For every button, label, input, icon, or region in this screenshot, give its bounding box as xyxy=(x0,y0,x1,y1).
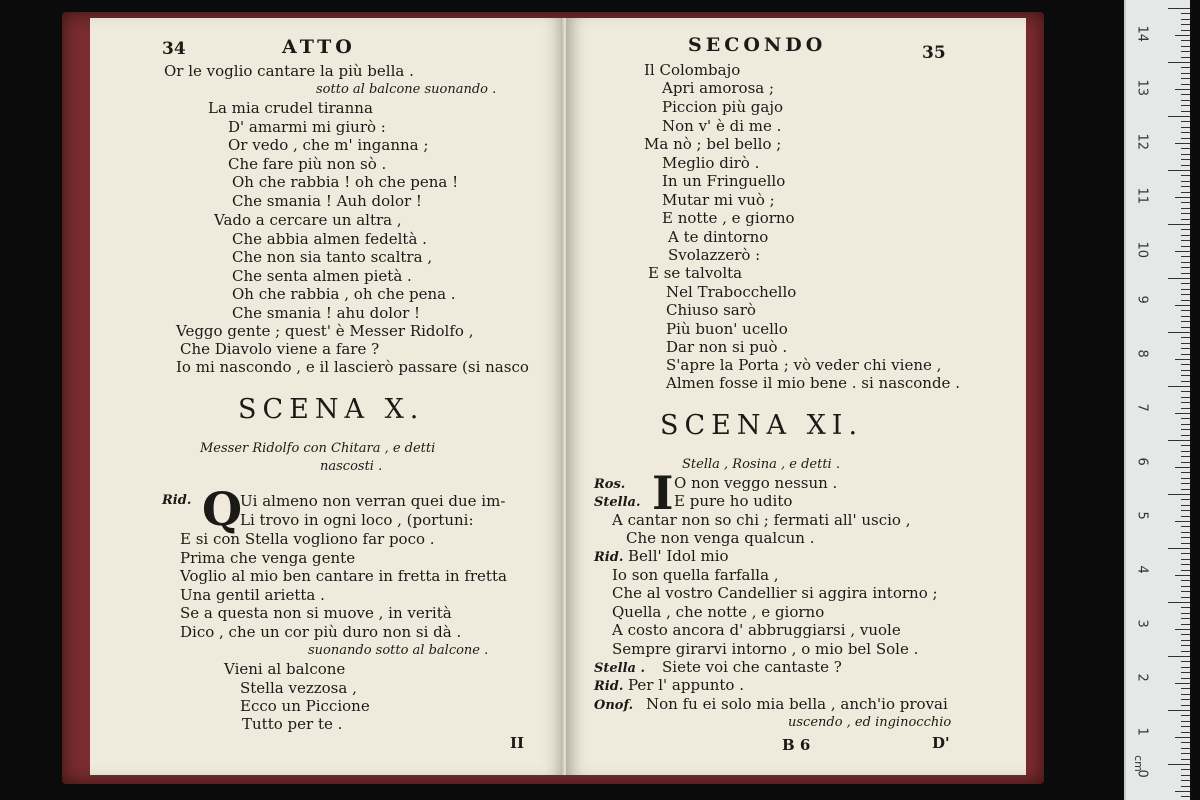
ruler-tick xyxy=(1181,435,1190,436)
dialogue-line: Bell' Idol mio xyxy=(628,547,729,565)
ruler-tick xyxy=(1181,186,1190,187)
dialogue-line: Io son quella farfalla , xyxy=(612,566,779,584)
ruler-tick xyxy=(1181,202,1190,203)
ruler-tick xyxy=(1181,537,1190,538)
ruler-tick xyxy=(1181,667,1190,668)
verse-line: Svolazzerò : xyxy=(668,246,761,264)
verse-line: Che abbia almen fedeltà . xyxy=(232,230,427,248)
ruler-tick xyxy=(1181,229,1190,230)
dialogue-line: Che al vostro Candellier si aggira intorno ; xyxy=(612,584,938,602)
verse-line: Vieni al balcone xyxy=(224,660,346,678)
speaker-label: Rid. xyxy=(594,550,624,565)
ruler-tick xyxy=(1181,121,1190,122)
ruler-label: 5 xyxy=(1134,511,1150,520)
ruler-tick xyxy=(1181,381,1190,382)
verse-line: Prima che venga gente xyxy=(180,549,356,567)
ruler-tick xyxy=(1181,424,1190,425)
dialogue-line: Che non venga qualcun . xyxy=(626,529,815,547)
ruler-tick xyxy=(1168,332,1190,333)
verse-line: Se a questa non si muove , in verità xyxy=(180,604,452,622)
left-page xyxy=(90,18,565,775)
ruler-tick xyxy=(1181,132,1190,133)
ruler-tick xyxy=(1181,559,1190,560)
ruler-tick xyxy=(1168,764,1190,765)
dialogue-line: Siete voi che cantaste ? xyxy=(662,658,842,676)
ruler-tick xyxy=(1181,57,1190,58)
ruler-tick xyxy=(1175,89,1190,90)
ruler-tick xyxy=(1181,13,1190,14)
ruler-tick xyxy=(1168,494,1190,495)
ruler-tick xyxy=(1181,532,1190,533)
ruler-label: 6 xyxy=(1134,457,1150,466)
ruler-tick xyxy=(1181,580,1190,581)
ruler-tick xyxy=(1181,408,1190,409)
ruler-tick xyxy=(1181,78,1190,79)
ruler-tick xyxy=(1175,737,1190,738)
scene-description: nascosti . xyxy=(320,459,383,474)
ruler-tick xyxy=(1181,283,1190,284)
verse-line: Una gentil arietta . xyxy=(180,586,325,604)
ruler-tick xyxy=(1181,246,1190,247)
ruler-tick xyxy=(1181,94,1190,95)
ruler-tick xyxy=(1181,505,1190,506)
speaker-label: Onof. xyxy=(594,698,634,713)
ruler-tick xyxy=(1181,721,1190,722)
ruler-tick xyxy=(1181,715,1190,716)
drop-cap: I xyxy=(652,466,674,520)
ruler-tick xyxy=(1181,780,1190,781)
ruler-tick xyxy=(1181,354,1190,355)
ruler-tick xyxy=(1181,138,1190,139)
ruler-tick xyxy=(1181,586,1190,587)
ruler-tick xyxy=(1181,624,1190,625)
ruler-tick xyxy=(1175,197,1190,198)
ruler-tick xyxy=(1181,175,1190,176)
verse-line: E si con Stella vogliono far poco . xyxy=(180,530,435,548)
ruler-label: 3 xyxy=(1134,619,1150,628)
speaker-label: Stella . xyxy=(594,661,646,676)
ruler-tick xyxy=(1181,343,1190,344)
verse-line: Mutar mi vuò ; xyxy=(662,191,775,209)
ruler-tick xyxy=(1181,181,1190,182)
verse-line: Il Colombajo xyxy=(644,61,741,79)
ruler-tick xyxy=(1175,143,1190,144)
verse-line: Almen fosse il mio bene . si nasconde . xyxy=(666,374,960,392)
ruler-tick xyxy=(1181,510,1190,511)
verse-line: Oh che rabbia , oh che pena . xyxy=(232,285,456,303)
ruler-label: 0 xyxy=(1134,769,1150,778)
ruler-tick xyxy=(1181,769,1190,770)
ruler-tick xyxy=(1175,629,1190,630)
ruler-label: 9 xyxy=(1134,295,1150,304)
scene-description: Stella , Rosina , e detti . xyxy=(682,457,840,472)
ruler-tick xyxy=(1181,370,1190,371)
verse-line: Io mi nascondo , e il lascierò passare (si nasco xyxy=(176,358,529,376)
ruler-tick xyxy=(1168,710,1190,711)
ruler-tick xyxy=(1181,445,1190,446)
ruler-tick xyxy=(1181,294,1190,295)
ruler-tick xyxy=(1181,67,1190,68)
ruler-tick xyxy=(1181,51,1190,52)
ruler-tick xyxy=(1181,289,1190,290)
dialogue-line: Sempre girarvi intorno , o mio bel Sole . xyxy=(612,640,919,658)
verse-line: Che non sia tanto scaltra , xyxy=(232,248,433,266)
ruler-tick xyxy=(1181,19,1190,20)
ruler-tick xyxy=(1181,105,1190,106)
ruler-tick xyxy=(1181,418,1190,419)
ruler-tick xyxy=(1181,46,1190,47)
ruler-tick xyxy=(1181,316,1190,317)
measuring-ruler xyxy=(1124,0,1190,800)
ruler-tick xyxy=(1181,526,1190,527)
verse-line: A te dintorno xyxy=(668,228,769,246)
ruler-tick xyxy=(1181,543,1190,544)
stage-direction: suonando sotto al balcone . xyxy=(308,643,489,658)
ruler-label: 10 xyxy=(1134,241,1150,259)
ruler-tick xyxy=(1181,597,1190,598)
verse-line: Or le voglio cantare la più bella . xyxy=(164,62,414,80)
ruler-tick xyxy=(1181,148,1190,149)
dialogue-line: A cantar non so chi ; fermati all' uscio , xyxy=(612,511,911,529)
ruler-tick xyxy=(1181,645,1190,646)
ruler-tick xyxy=(1175,791,1190,792)
signature-mark: II xyxy=(510,734,525,752)
ruler-tick xyxy=(1181,267,1190,268)
right-page xyxy=(566,18,1026,775)
running-head: ATTO xyxy=(282,36,356,58)
catchword: D' xyxy=(932,734,950,752)
dialogue-line: E pure ho udito xyxy=(674,492,793,510)
ruler-tick xyxy=(1181,489,1190,490)
dialogue-line: Non fu ei solo mia bella , anch'io provai xyxy=(646,695,948,713)
ruler-tick xyxy=(1181,570,1190,571)
verse-line: Che fare più non sò . xyxy=(228,155,387,173)
ruler-tick xyxy=(1181,73,1190,74)
ruler-label: 7 xyxy=(1134,403,1150,412)
ruler-tick xyxy=(1175,683,1190,684)
ruler-tick xyxy=(1181,235,1190,236)
ruler-tick xyxy=(1181,348,1190,349)
ruler-tick xyxy=(1181,732,1190,733)
ruler-tick xyxy=(1168,116,1190,117)
ruler-tick xyxy=(1168,656,1190,657)
dialogue-line: Quella , che notte , e giorno xyxy=(612,603,825,621)
verse-line: Stella vezzosa , xyxy=(240,679,357,697)
verse-line: Dico , che un cor più duro non si dà . xyxy=(180,623,462,641)
ruler-tick xyxy=(1168,8,1190,9)
scene-title: SCENA X. xyxy=(238,394,425,425)
ruler-tick xyxy=(1181,262,1190,263)
ruler-tick xyxy=(1168,278,1190,279)
ruler-tick xyxy=(1181,478,1190,479)
ruler-tick xyxy=(1168,602,1190,603)
ruler-label: 11 xyxy=(1134,187,1150,205)
ruler-label: 8 xyxy=(1134,349,1150,358)
ruler-tick xyxy=(1181,564,1190,565)
verse-line: D' amarmi mi giurò : xyxy=(228,118,386,136)
ruler-tick xyxy=(1181,192,1190,193)
page-number: 34 xyxy=(162,39,186,59)
ruler-tick xyxy=(1181,397,1190,398)
ruler-unit: cm xyxy=(1131,755,1145,772)
ruler-tick xyxy=(1181,516,1190,517)
ruler-tick xyxy=(1181,375,1190,376)
ruler-tick xyxy=(1181,40,1190,41)
verse-line: Ma nò ; bel bello ; xyxy=(644,135,782,153)
ruler-tick xyxy=(1175,467,1190,468)
ruler-tick xyxy=(1181,219,1190,220)
running-head: SECONDO xyxy=(688,34,827,56)
page-number: 35 xyxy=(922,43,946,63)
ruler-tick xyxy=(1181,429,1190,430)
ruler-tick xyxy=(1181,699,1190,700)
verse-line: Apri amorosa ; xyxy=(662,79,775,97)
verse-line: S'apre la Porta ; vò veder chi viene , xyxy=(666,356,942,374)
verse-line: Ecco un Piccione xyxy=(240,697,370,715)
ruler-tick xyxy=(1175,359,1190,360)
ruler-tick xyxy=(1181,742,1190,743)
ruler-tick xyxy=(1181,310,1190,311)
ruler-tick xyxy=(1181,705,1190,706)
speaker-label: Rid. xyxy=(162,493,192,508)
verse-line: Chiuso sarò xyxy=(666,301,756,319)
ruler-tick xyxy=(1175,413,1190,414)
ruler-tick xyxy=(1168,548,1190,549)
ruler-tick xyxy=(1168,440,1190,441)
ruler-tick xyxy=(1181,337,1190,338)
ruler-tick xyxy=(1181,661,1190,662)
ruler-tick xyxy=(1181,678,1190,679)
signature-mark: B 6 xyxy=(782,736,811,754)
ruler-label: 4 xyxy=(1134,565,1150,574)
speaker-label: Rid. xyxy=(594,679,624,694)
ruler-tick xyxy=(1175,575,1190,576)
ruler-tick xyxy=(1181,591,1190,592)
dialogue-line: O non veggo nessun . xyxy=(674,474,838,492)
ruler-tick xyxy=(1181,154,1190,155)
ruler-tick xyxy=(1181,640,1190,641)
ruler-tick xyxy=(1181,651,1190,652)
ruler-tick xyxy=(1181,208,1190,209)
ruler-tick xyxy=(1181,111,1190,112)
verse-line: Che Diavolo viene a fare ? xyxy=(180,340,380,358)
verse-line: Oh che rabbia ! oh che pena ! xyxy=(232,173,459,191)
ruler-tick xyxy=(1181,391,1190,392)
ruler-tick xyxy=(1181,672,1190,673)
ruler-tick xyxy=(1181,607,1190,608)
ruler-tick xyxy=(1181,726,1190,727)
ruler-label: 2 xyxy=(1134,673,1150,682)
ruler-tick xyxy=(1181,273,1190,274)
ruler-tick xyxy=(1181,240,1190,241)
verse-line: Tutto per te . xyxy=(242,715,343,733)
ruler-label: 1 xyxy=(1134,727,1150,736)
speaker-label: Ros. xyxy=(594,477,626,492)
dialogue-line: Per l' appunto . xyxy=(628,676,744,694)
verse-line: Piccion più gajo xyxy=(662,98,784,116)
ruler-tick xyxy=(1181,24,1190,25)
stage-direction: sotto al balcone suonando . xyxy=(316,82,497,97)
ruler-tick xyxy=(1168,62,1190,63)
scene-title: SCENA XI. xyxy=(660,410,864,441)
ruler-tick xyxy=(1181,483,1190,484)
verse-line: Che smania ! Auh dolor ! xyxy=(232,192,422,210)
ruler-tick xyxy=(1181,165,1190,166)
ruler-tick xyxy=(1181,753,1190,754)
verse-line: Dar non si può . xyxy=(666,338,788,356)
speaker-label: Stella. xyxy=(594,495,641,510)
ruler-tick xyxy=(1181,553,1190,554)
ruler-tick xyxy=(1181,796,1190,797)
ruler-tick xyxy=(1181,327,1190,328)
ruler-tick xyxy=(1168,170,1190,171)
ruler-tick xyxy=(1181,472,1190,473)
verse-line: Or vedo , che m' inganna ; xyxy=(228,136,429,154)
ruler-tick xyxy=(1181,688,1190,689)
ruler-tick xyxy=(1175,305,1190,306)
verse-line: Non v' è di me . xyxy=(662,117,782,135)
dialogue-line: A costo ancora d' abbruggiarsi , vuole xyxy=(612,621,901,639)
ruler-tick xyxy=(1181,159,1190,160)
ruler-tick xyxy=(1181,84,1190,85)
ruler-tick xyxy=(1181,613,1190,614)
stage-direction: uscendo , ed inginocchio xyxy=(788,715,952,730)
ruler-tick xyxy=(1181,634,1190,635)
ruler-tick xyxy=(1175,35,1190,36)
verse-line: Che senta almen pietà . xyxy=(232,267,412,285)
ruler-tick xyxy=(1181,451,1190,452)
ruler-tick xyxy=(1181,213,1190,214)
verse-line: Meglio dirò . xyxy=(662,154,760,172)
ruler-tick xyxy=(1181,748,1190,749)
verse-line: E notte , e giorno xyxy=(662,209,795,227)
ruler-tick xyxy=(1181,30,1190,31)
ruler-tick xyxy=(1181,499,1190,500)
ruler-tick xyxy=(1181,256,1190,257)
verse-line: Più buon' ucello xyxy=(666,320,788,338)
ruler-tick xyxy=(1181,786,1190,787)
verse-line: Voglio al mio ben cantare in fretta in fretta xyxy=(180,567,507,585)
ruler-tick xyxy=(1181,462,1190,463)
scene-description: Messer Ridolfo con Chitara , e detti xyxy=(200,441,436,456)
ruler-tick xyxy=(1181,456,1190,457)
ruler-label: 13 xyxy=(1134,79,1150,97)
ruler-tick xyxy=(1168,224,1190,225)
ruler-tick xyxy=(1181,300,1190,301)
ruler-tick xyxy=(1181,127,1190,128)
verse-line: E se talvolta xyxy=(648,264,743,282)
verse-line: Li trovo in ogni loco , (portuni: xyxy=(240,511,474,529)
ruler-tick xyxy=(1181,364,1190,365)
ruler-tick xyxy=(1181,618,1190,619)
ruler-label: 12 xyxy=(1134,133,1150,151)
verse-line: Nel Trabocchello xyxy=(666,283,797,301)
ruler-tick xyxy=(1181,100,1190,101)
verse-line: La mia crudel tiranna xyxy=(208,99,373,117)
verse-line: In un Fringuello xyxy=(662,172,786,190)
ruler-tick xyxy=(1175,251,1190,252)
ruler-tick xyxy=(1181,775,1190,776)
verse-line: Che smania ! ahu dolor ! xyxy=(232,304,421,322)
ruler-tick xyxy=(1181,321,1190,322)
verse-line: Veggo gente ; quest' è Messer Ridolfo , xyxy=(176,322,474,340)
verse-line: Vado a cercare un altra , xyxy=(214,211,402,229)
ruler-tick xyxy=(1181,694,1190,695)
verse-line: Ui almeno non verran quei due im- xyxy=(240,492,506,510)
ruler-tick xyxy=(1168,386,1190,387)
ruler-tick xyxy=(1181,759,1190,760)
drop-cap: Q xyxy=(202,482,243,536)
ruler-tick xyxy=(1181,402,1190,403)
ruler-label: 14 xyxy=(1134,25,1150,43)
ruler-tick xyxy=(1175,521,1190,522)
